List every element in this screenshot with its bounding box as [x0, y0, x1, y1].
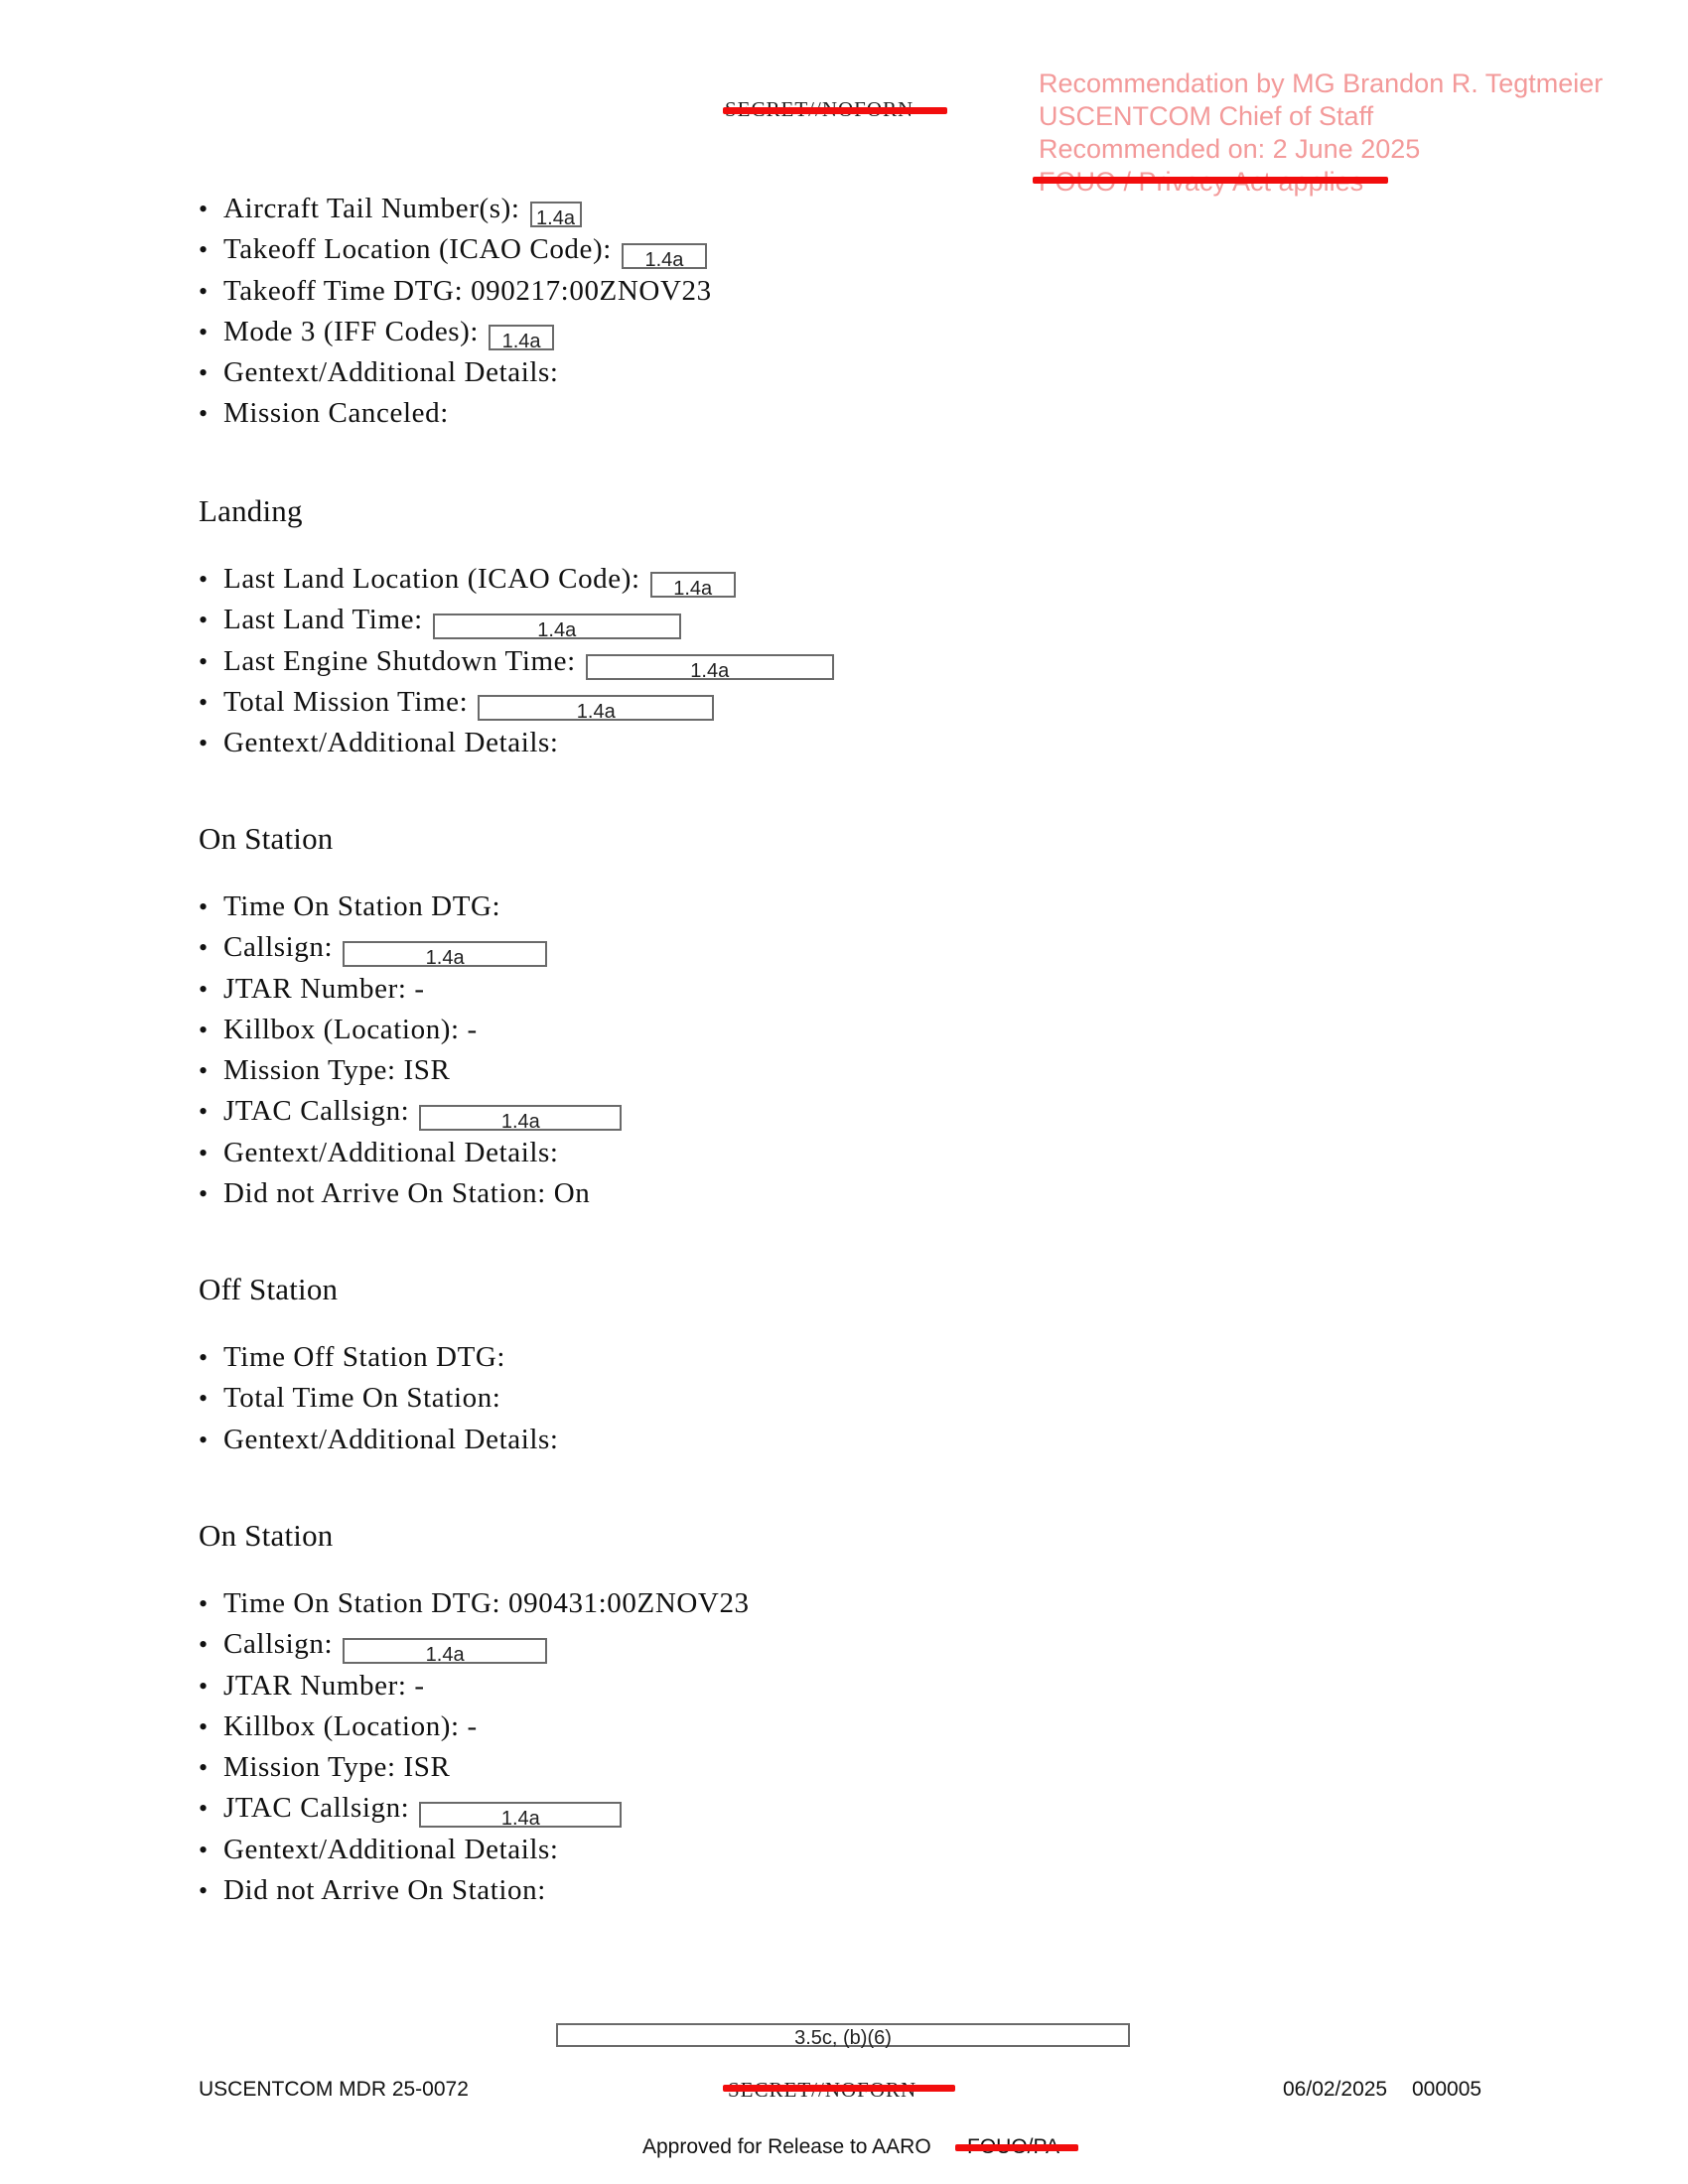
footer-redaction-box	[556, 2023, 1130, 2047]
on-station-list-1	[199, 887, 622, 1214]
item-label: Did not Arrive On Station: On	[223, 1177, 591, 1210]
redaction-box	[343, 1638, 547, 1664]
list-item	[199, 1337, 559, 1378]
item-label: Time On Station DTG:	[223, 890, 501, 922]
item-label: Did not Arrive On Station:	[223, 1874, 546, 1907]
on-station-list-2	[199, 1583, 750, 1911]
header-classification-strike	[723, 107, 947, 114]
list-item	[199, 927, 622, 968]
redaction-code: 1.4a	[501, 331, 541, 353]
redaction-code: 1.4a	[500, 1807, 540, 1830]
item-label: Killbox (Location): -	[223, 1013, 478, 1045]
list-item	[199, 393, 712, 434]
on-station-heading-2: On Station	[199, 1518, 334, 1553]
redaction-code: 1.4a	[537, 618, 577, 641]
item-label: Killbox (Location): -	[223, 1709, 478, 1742]
item-label: Gentext/Additional Details:	[223, 727, 559, 759]
redaction-box	[419, 1105, 622, 1131]
redaction-code: 1.4a	[500, 1110, 540, 1133]
landing-heading: Landing	[199, 493, 303, 528]
list-item	[199, 723, 834, 763]
item-label: Mission Type: ISR	[223, 1054, 451, 1087]
list-item	[199, 189, 712, 229]
list-item	[199, 1624, 750, 1665]
item-label: Mode 3 (IFF Codes):	[223, 315, 480, 347]
item-label: Time On Station DTG: 090431:00ZNOV23	[223, 1587, 750, 1619]
landing-list	[199, 559, 834, 763]
redaction-code: 1.4a	[425, 946, 465, 969]
redaction-box	[419, 1802, 622, 1828]
list-item	[199, 559, 834, 600]
list-item	[199, 682, 834, 723]
item-label: JTAR Number: -	[223, 972, 425, 1005]
footer-approval: Approved for Release to AARO	[642, 2135, 931, 2158]
list-item	[199, 1706, 750, 1747]
list-item	[199, 1788, 750, 1829]
list-item	[199, 1091, 622, 1132]
item-label: Last Land Time:	[223, 604, 423, 636]
footer-page-number: 000005	[1412, 2078, 1482, 2101]
recommendation-line-1: Recommendation by MG Brandon R. Tegtmeier	[1039, 68, 1604, 98]
item-label: Takeoff Time DTG: 090217:00ZNOV23	[223, 274, 712, 307]
footer-redaction-label: 3.5c, (b)(6)	[794, 2027, 892, 2049]
redaction-code: 1.4a	[673, 578, 713, 601]
item-label: Gentext/Additional Details:	[223, 356, 559, 389]
list-item	[199, 229, 712, 270]
list-item	[199, 969, 622, 1010]
list-item	[199, 1830, 750, 1870]
list-item	[199, 1583, 750, 1624]
footer-classification-strike	[723, 2085, 955, 2092]
item-label: JTAC Callsign:	[223, 1792, 410, 1825]
list-item	[199, 1050, 622, 1091]
item-label: Gentext/Additional Details:	[223, 1136, 559, 1168]
redaction-box	[489, 325, 554, 353]
item-label: Callsign:	[223, 931, 334, 964]
list-item	[199, 1420, 559, 1460]
on-station-heading-1: On Station	[199, 821, 334, 856]
item-label: JTAR Number: -	[223, 1669, 425, 1702]
item-label: Gentext/Additional Details:	[223, 1423, 559, 1455]
redaction-code: 1.4a	[690, 659, 730, 682]
footer-approval-strike	[955, 2144, 1078, 2151]
redaction-code: 1.4a	[576, 701, 616, 724]
list-item	[199, 1133, 622, 1173]
item-label: Aircraft Tail Number(s):	[223, 193, 520, 224]
list-item	[199, 352, 712, 393]
redaction-box	[433, 614, 681, 639]
item-label: Gentext/Additional Details:	[223, 1833, 559, 1865]
item-label: Takeoff Location (ICAO Code):	[223, 233, 612, 266]
off-station-heading: Off Station	[199, 1272, 339, 1306]
list-item	[199, 887, 622, 927]
list-item	[199, 312, 712, 352]
list-item	[199, 641, 834, 682]
item-label: Mission Type: ISR	[223, 1751, 451, 1784]
item-label: Total Mission Time:	[223, 685, 469, 718]
list-item	[199, 1666, 750, 1706]
redaction-code: 1.4a	[536, 207, 575, 230]
list-item	[199, 1870, 750, 1911]
redaction-box	[586, 654, 834, 680]
off-station-list	[199, 1337, 559, 1460]
list-item	[199, 600, 834, 640]
takeoff-list	[199, 189, 712, 435]
redaction-code: 1.4a	[425, 1643, 465, 1666]
list-item	[199, 1378, 559, 1419]
item-label: Last Engine Shutdown Time:	[223, 644, 576, 677]
redaction-box	[622, 243, 707, 269]
item-label: Time Off Station DTG:	[223, 1341, 506, 1373]
redaction-box	[478, 695, 714, 724]
item-label: Total Time On Station:	[223, 1382, 501, 1415]
item-label: Mission Canceled:	[223, 397, 449, 430]
recommendation-line-4-strike	[1033, 177, 1388, 184]
list-item	[199, 1173, 622, 1214]
footer-mdr: USCENTCOM MDR 25-0072	[199, 2078, 469, 2101]
recommendation-line-3: Recommended on: 2 June 2025	[1039, 134, 1421, 164]
item-label: JTAC Callsign:	[223, 1095, 410, 1128]
list-item	[199, 271, 712, 312]
item-label: Last Land Location (ICAO Code):	[223, 563, 640, 595]
redaction-box	[650, 572, 736, 601]
item-label: Callsign:	[223, 1628, 334, 1661]
redaction-box	[343, 941, 547, 967]
footer-date: 06/02/2025	[1283, 2078, 1388, 2101]
list-item	[199, 1747, 750, 1788]
redaction-code: 1.4a	[644, 248, 684, 271]
redaction-box	[530, 202, 582, 230]
list-item	[199, 1010, 622, 1050]
recommendation-line-2: USCENTCOM Chief of Staff	[1039, 101, 1374, 131]
